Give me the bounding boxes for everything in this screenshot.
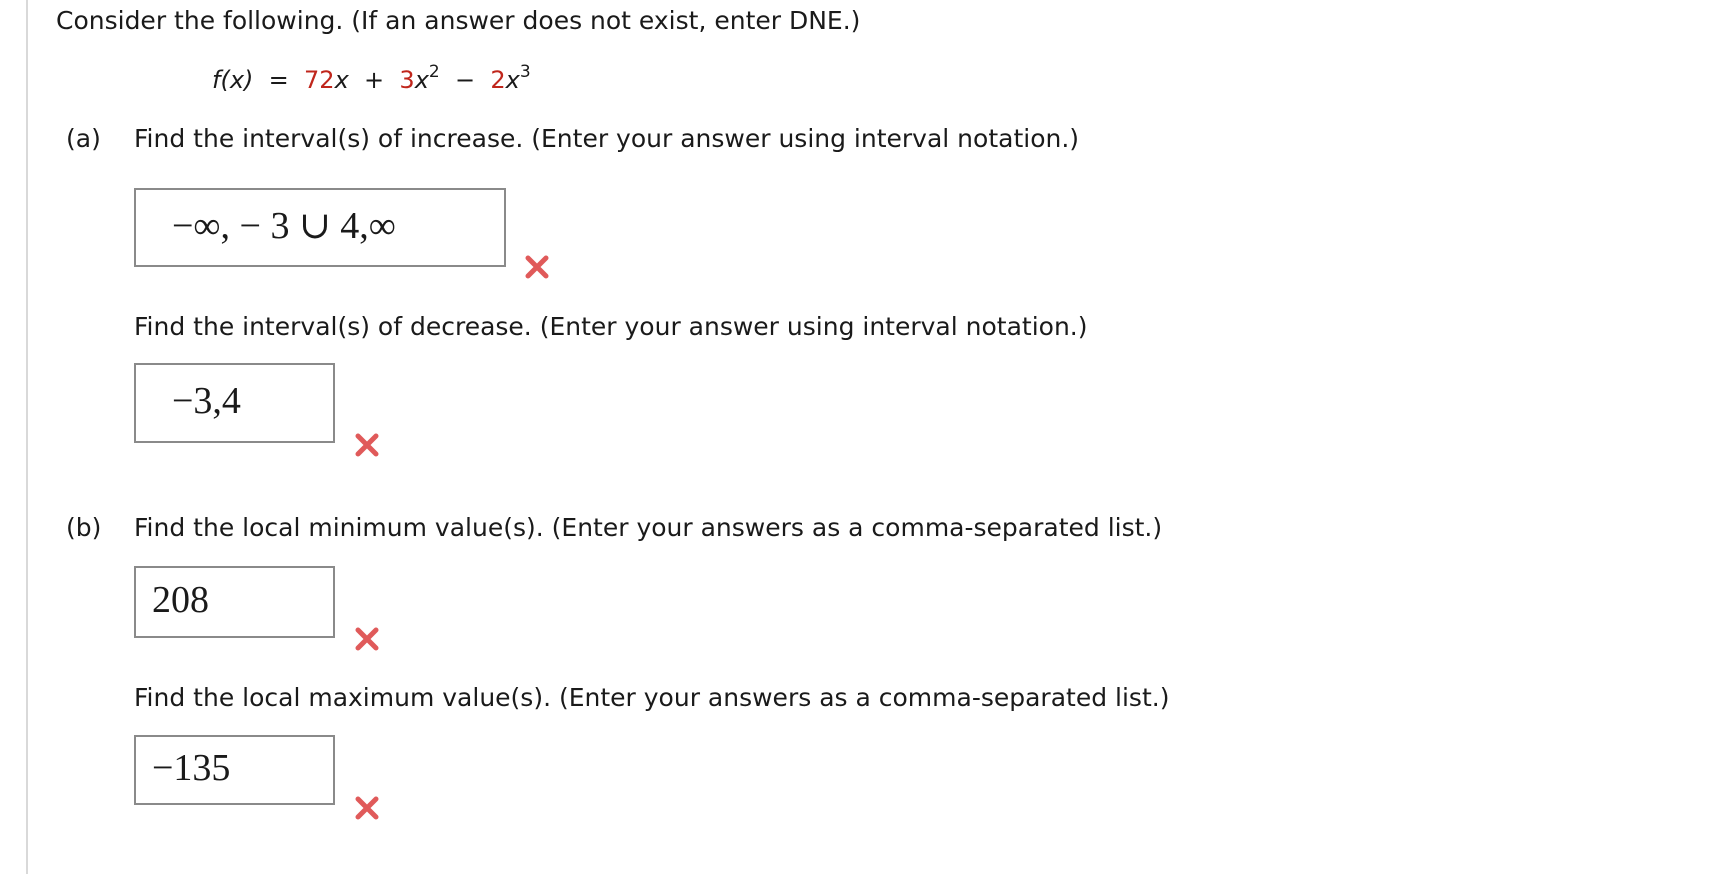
part-b-label: (b) [66, 513, 102, 542]
term2-exponent: 2 [428, 62, 440, 82]
x-mark-icon [354, 432, 380, 458]
term1-coefficient: 72 [304, 66, 335, 94]
left-border [26, 0, 28, 874]
problem-prompt: Consider the following. (If an answer does not exist, enter DNE.) [56, 6, 861, 35]
local-max-answer-value: −135 [152, 747, 231, 790]
term1-variable: x [334, 66, 349, 94]
decrease-question: Find the interval(s) of decrease. (Enter your answer using interval notation.) [134, 312, 1088, 341]
term2-variable: x [414, 66, 429, 94]
function-lhs: f(x) [212, 66, 254, 94]
x-mark-icon [354, 626, 380, 652]
local-min-answer-value: 208 [152, 579, 209, 622]
local-max-question: Find the local maximum value(s). (Enter your answers as a comma-separated list.) [134, 683, 1170, 712]
function-definition [212, 62, 531, 94]
term3-variable: x [505, 66, 520, 94]
term3-coefficient: 2 [490, 66, 506, 94]
local-min-answer-field[interactable] [134, 566, 335, 638]
increase-answer-value: −∞, − 3 ∪ 4,∞ [172, 204, 396, 247]
term2-coefficient: 3 [399, 66, 415, 94]
decrease-answer-value: −3,4 [172, 380, 241, 423]
equals-sign: = [268, 66, 289, 94]
increase-answer-field[interactable] [134, 188, 506, 267]
x-mark-icon [524, 254, 550, 280]
local-min-question: Find the local minimum value(s). (Enter your answers as a comma-separated list.) [134, 513, 1163, 542]
decrease-answer-field[interactable] [134, 363, 335, 443]
minus-sign: − [455, 66, 476, 94]
x-mark-icon [354, 795, 380, 821]
increase-question: Find the interval(s) of increase. (Enter your answer using interval notation.) [134, 124, 1080, 153]
local-max-answer-field[interactable] [134, 735, 335, 805]
term3-exponent: 3 [519, 62, 531, 82]
part-a-label: (a) [66, 124, 101, 153]
plus-sign: + [364, 66, 385, 94]
